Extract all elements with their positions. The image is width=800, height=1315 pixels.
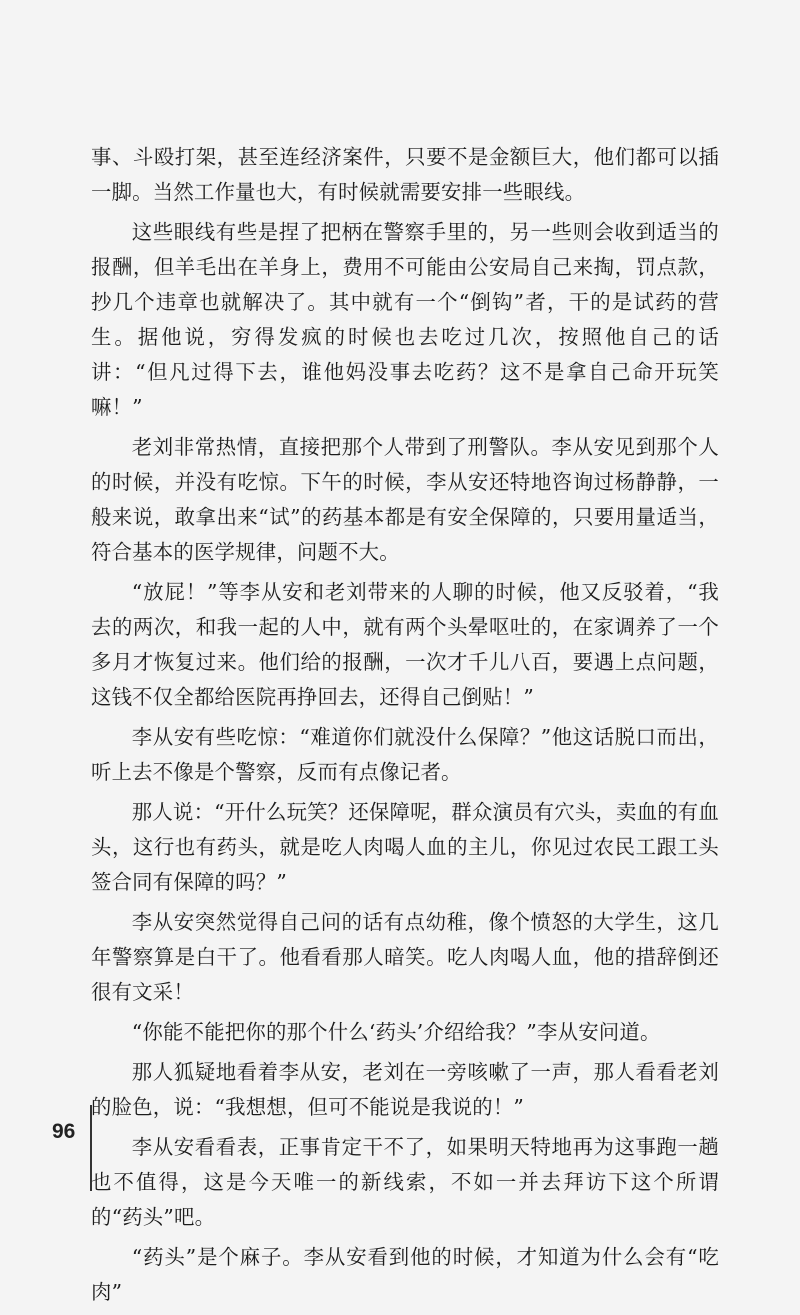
body-text	[91, 140, 719, 1315]
paragraph: “放屁！”等李从安和老刘带来的人聊的时候，他又反驳着，“我去的两次，和我一起的人中，就有两个头晕呕吐的，在家调养了一个多月才恢复过来。他们给的报酬，一次才千儿八百，要遇上点问题，这钱不仅全都给医院再挣回去，还得自己倒贴！”	[91, 580, 719, 709]
paragraph: 这些眼线有些是捏了把柄在警察手里的，另一些则会收到适当的报酬，但羊毛出在羊身上，费用不可能由公安局自己来掏，罚点款，抄几个违章也就解决了。其中就有一个“倒钩”者，干的是试药的营生。据他说，穷得发疯的时候也去吃过几次，按照他自己的话讲：“但凡过得下去，谁他妈没事去吃药？这不是拿自己命开玩笑嘛！”	[91, 220, 719, 419]
paragraph: 李从安有些吃惊：“难道你们就没什么保障？”他这话脱口而出，听上去不像是个警察，反而有点像记者。	[91, 725, 719, 784]
paragraph: “药头”是个麻子。李从安看到他的时候，才知道为什么会有“吃肉”	[91, 1245, 719, 1304]
paragraph: 事、斗殴打架，甚至连经济案件，只要不是金额巨大，他们都可以插一脚。当然工作量也大，有时候就需要安排一些眼线。	[91, 145, 719, 204]
page-divider	[90, 1105, 92, 1191]
paragraph: 那人说：“开什么玩笑？还保障呢，群众演员有穴头，卖血的有血头，这行也有药头，就是吃人肉喝人血的主儿，你见过农民工跟工头签合同有保障的吗？”	[91, 800, 719, 894]
page-number: 96	[52, 1120, 76, 1143]
paragraph: 老刘非常热情，直接把那个人带到了刑警队。李从安见到那个人的时候，并没有吃惊。下午的时候，李从安还特地咨询过杨静静，一般来说，敢拿出来“试”的药基本都是有安全保障的，只要用量适当，符合基本的医学规律，问题不大。	[91, 435, 719, 564]
paragraph: “你能不能把你的那个什么‘药头’介绍给我？”李从安问道。	[131, 1020, 661, 1044]
paragraph: 那人狐疑地看着李从安，老刘在一旁咳嗽了一声，那人看看老刘的脸色，说：“我想想，但可不能说是我说的！”	[91, 1060, 719, 1119]
paragraph: 李从安突然觉得自己问的话有点幼稚，像个愤怒的大学生，这几年警察算是白干了。他看看那人暗笑。吃人肉喝人血，他的措辞倒还很有文采！	[91, 910, 719, 1004]
paragraph: 李从安看看表，正事肯定干不了，如果明天特地再为这事跑一趟也不值得，这是今天唯一的新线索，不如一并去拜访下这个所谓的“药头”吧。	[91, 1135, 719, 1229]
